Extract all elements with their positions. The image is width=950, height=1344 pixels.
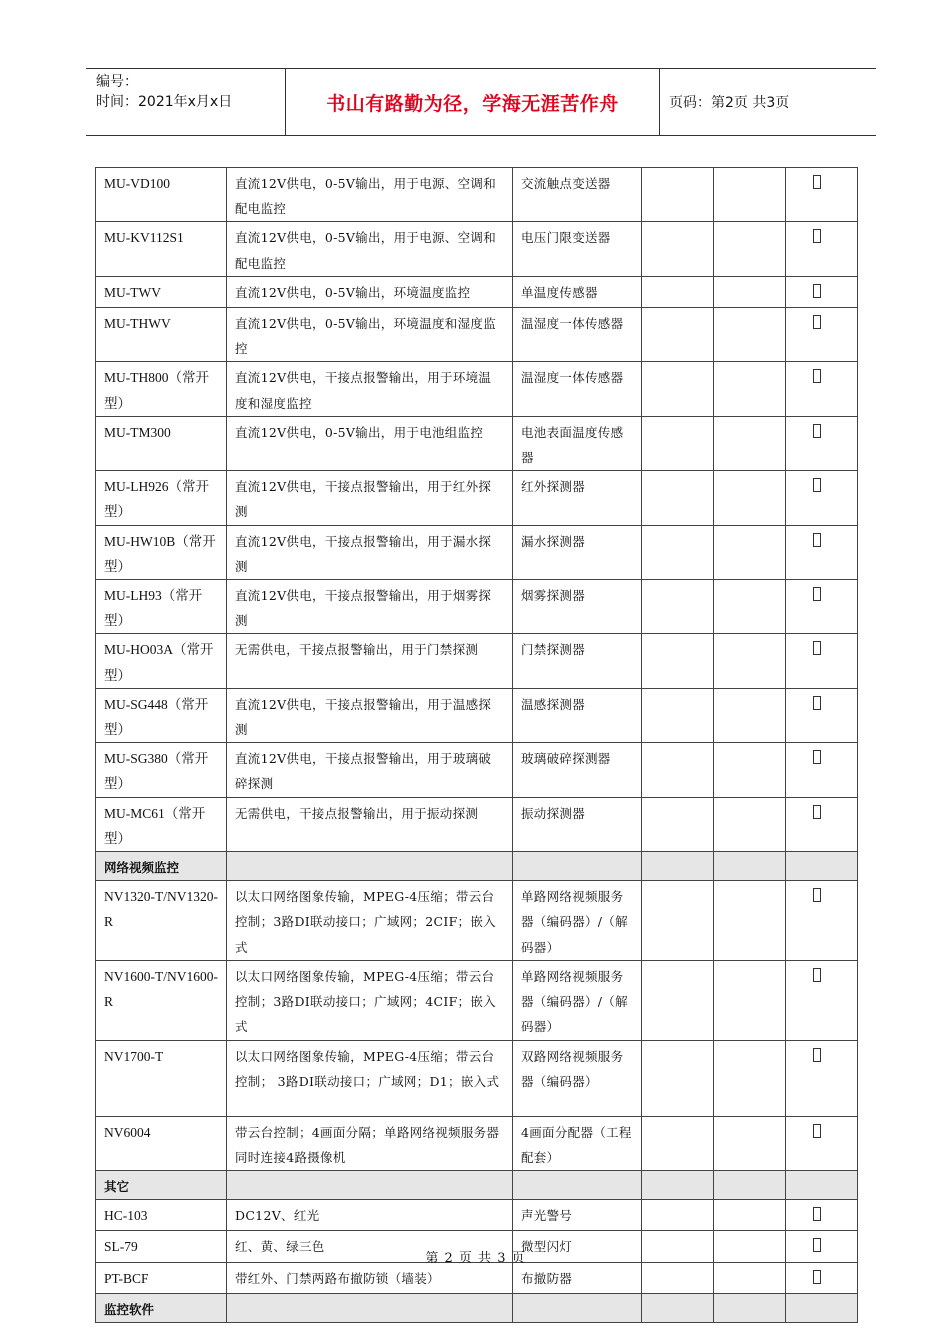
description-cell: 直流12V供电，干接点报警输出，用于环境温度和湿度监控: [227, 362, 513, 416]
mark-cell: [786, 743, 858, 797]
section-title: 其它: [96, 1170, 227, 1199]
mark-cell: [786, 1200, 858, 1231]
checkbox-glyph-icon: [813, 1207, 821, 1221]
checkbox-glyph-icon: [813, 750, 821, 764]
empty-cell: [513, 852, 642, 881]
checkbox-glyph-icon: [813, 805, 821, 819]
checkbox-glyph-icon: [813, 968, 821, 982]
number-label: 编号：: [96, 74, 138, 90]
mark-cell: [786, 276, 858, 307]
description-cell: 红、黄、绿三色: [227, 1231, 513, 1262]
description-cell: 以太口网络图象传输，MPEG-4压缩；带云台控制； 3路DI联动接口；广域网；D1；嵌入式: [227, 1040, 513, 1116]
empty-cell: [714, 308, 786, 362]
name-cell: 电池表面温度传感器: [513, 416, 642, 470]
mark-cell: [786, 797, 858, 851]
product-table: [95, 167, 858, 1323]
name-cell: 漏水探测器: [513, 525, 642, 579]
empty-cell: [642, 1200, 714, 1231]
mark-cell: [786, 471, 858, 525]
empty-cell: [714, 852, 786, 881]
checkbox-glyph-icon: [813, 175, 821, 189]
name-cell: 红外探测器: [513, 471, 642, 525]
table-row: [96, 222, 858, 276]
empty-cell: [642, 580, 714, 634]
empty-cell: [513, 1293, 642, 1322]
name-cell: 门禁探测器: [513, 634, 642, 688]
empty-cell: [714, 797, 786, 851]
model-cell: MU-HO03A（常开型）: [96, 634, 227, 688]
empty-cell: [714, 525, 786, 579]
section-row: [96, 1170, 858, 1199]
model-cell: MU-TWV: [96, 276, 227, 307]
checkbox-glyph-icon: [813, 369, 821, 383]
header-meta: [86, 69, 286, 135]
mark-cell: [786, 580, 858, 634]
empty-cell: [642, 471, 714, 525]
checkbox-glyph-icon: [813, 229, 821, 243]
empty-cell: [642, 276, 714, 307]
model-cell: HC-103: [96, 1200, 227, 1231]
table-row: [96, 168, 858, 222]
header-motto: 书山有路勤为径，学海无涯苦作舟: [286, 69, 660, 135]
table-row: [96, 634, 858, 688]
mark-cell: [786, 525, 858, 579]
description-cell: 直流12V供电，干接点报警输出，用于红外探测: [227, 471, 513, 525]
description-cell: 以太口网络图象传输，MPEG-4压缩；带云台控制；3路DI联动接口；广域网；2CIF；嵌入式: [227, 881, 513, 961]
table-row: [96, 1040, 858, 1116]
name-cell: 微型闪灯: [513, 1231, 642, 1262]
description-cell: 直流12V供电，干接点报警输出，用于玻璃破碎探测: [227, 743, 513, 797]
empty-cell: [714, 1170, 786, 1199]
empty-cell: [642, 881, 714, 961]
empty-cell: [227, 1293, 513, 1322]
empty-cell: [714, 276, 786, 307]
table-row: [96, 525, 858, 579]
checkbox-glyph-icon: [813, 1124, 821, 1138]
model-cell: MU-THWV: [96, 308, 227, 362]
model-cell: MU-LH926（常开型）: [96, 471, 227, 525]
model-cell: MU-VD100: [96, 168, 227, 222]
checkbox-glyph-icon: [813, 888, 821, 902]
model-cell: NV1600-T/NV1600-R: [96, 960, 227, 1040]
model-cell: PT-BCF: [96, 1262, 227, 1293]
empty-cell: [642, 168, 714, 222]
table-row: [96, 580, 858, 634]
checkbox-glyph-icon: [813, 641, 821, 655]
empty-cell: [642, 222, 714, 276]
table-row: [96, 743, 858, 797]
empty-cell: [714, 1116, 786, 1170]
section-row: [96, 852, 858, 881]
section-title: 监控软件: [96, 1293, 227, 1322]
empty-cell: [714, 222, 786, 276]
checkbox-glyph-icon: [813, 587, 821, 601]
checkbox-glyph-icon: [813, 1048, 821, 1062]
description-cell: 直流12V供电，干接点报警输出，用于温感探测: [227, 688, 513, 742]
table-row: [96, 416, 858, 470]
name-cell: 交流触点变送器: [513, 168, 642, 222]
model-cell: MU-TH800（常开型）: [96, 362, 227, 416]
table-row: [96, 688, 858, 742]
mark-cell: [786, 416, 858, 470]
name-cell: 单温度传感器: [513, 276, 642, 307]
mark-cell: [786, 362, 858, 416]
empty-cell: [714, 1200, 786, 1231]
empty-cell: [642, 960, 714, 1040]
mark-cell: [786, 960, 858, 1040]
model-cell: NV1700-T: [96, 1040, 227, 1116]
table-row: [96, 881, 858, 961]
model-cell: NV6004: [96, 1116, 227, 1170]
empty-cell: [714, 1293, 786, 1322]
description-cell: 直流12V供电，0-5V输出，用于电源、空调和配电监控: [227, 168, 513, 222]
table-row: [96, 308, 858, 362]
empty-cell: [642, 1293, 714, 1322]
name-cell: 单路网络视频服务器（编码器）/（解码器）: [513, 960, 642, 1040]
mark-cell: [786, 634, 858, 688]
name-cell: 双路网络视频服务器（编码器）: [513, 1040, 642, 1116]
name-cell: 温感探测器: [513, 688, 642, 742]
empty-cell: [642, 308, 714, 362]
header-page-label: 页码：第2页 共3页: [669, 95, 790, 111]
model-cell: NV1320-T/NV1320-R: [96, 881, 227, 961]
model-cell: MU-TM300: [96, 416, 227, 470]
table-row: [96, 960, 858, 1040]
table-row: [96, 471, 858, 525]
model-cell: MU-KV112S1: [96, 222, 227, 276]
checkbox-glyph-icon: [813, 696, 821, 710]
model-cell: SL-79: [96, 1231, 227, 1262]
name-cell: 声光警号: [513, 1200, 642, 1231]
empty-cell: [642, 525, 714, 579]
page-footer: 第 2 页 共 3 页: [425, 1251, 525, 1266]
mark-cell: [786, 688, 858, 742]
empty-cell: [642, 1262, 714, 1293]
mark-cell: [786, 1262, 858, 1293]
empty-cell: [714, 881, 786, 961]
description-cell: 无需供电，干接点报警输出，用于振动探测: [227, 797, 513, 851]
checkbox-glyph-icon: [813, 284, 821, 298]
model-cell: MU-LH93（常开型）: [96, 580, 227, 634]
empty-cell: [642, 797, 714, 851]
model-cell: MU-MC61（常开型）: [96, 797, 227, 851]
model-cell: MU-HW10B（常开型）: [96, 525, 227, 579]
mark-cell: [786, 168, 858, 222]
empty-cell: [714, 1040, 786, 1116]
empty-cell: [714, 580, 786, 634]
empty-cell: [642, 688, 714, 742]
name-cell: 温湿度一体传感器: [513, 308, 642, 362]
empty-cell: [642, 1040, 714, 1116]
description-cell: 直流12V供电，0-5V输出，环境温度监控: [227, 276, 513, 307]
empty-cell: [786, 852, 858, 881]
empty-cell: [786, 1293, 858, 1322]
name-cell: 振动探测器: [513, 797, 642, 851]
empty-cell: [642, 362, 714, 416]
checkbox-glyph-icon: [813, 424, 821, 438]
empty-cell: [227, 1170, 513, 1199]
empty-cell: [642, 1116, 714, 1170]
checkbox-glyph-icon: [813, 315, 821, 329]
checkbox-glyph-icon: [813, 1270, 821, 1284]
empty-cell: [714, 688, 786, 742]
table-row: [96, 362, 858, 416]
table-row: [96, 1200, 858, 1231]
empty-cell: [714, 362, 786, 416]
empty-cell: [642, 852, 714, 881]
time-label: 时间：2021年x月x日: [96, 94, 233, 110]
description-cell: DC12V、红光: [227, 1200, 513, 1231]
description-cell: 带红外、门禁两路布撤防锁（墙装）: [227, 1262, 513, 1293]
section-title: 网络视频监控: [96, 852, 227, 881]
mark-cell: [786, 881, 858, 961]
description-cell: 直流12V供电，干接点报警输出，用于烟雾探测: [227, 580, 513, 634]
section-row: [96, 1293, 858, 1322]
empty-cell: [227, 852, 513, 881]
description-cell: 直流12V供电，干接点报警输出，用于漏水探测: [227, 525, 513, 579]
empty-cell: [714, 743, 786, 797]
empty-cell: [714, 168, 786, 222]
empty-cell: [714, 634, 786, 688]
mark-cell: [786, 1116, 858, 1170]
description-cell: 无需供电，干接点报警输出，用于门禁探测: [227, 634, 513, 688]
name-cell: 布撤防器: [513, 1262, 642, 1293]
mark-cell: [786, 1040, 858, 1116]
mark-cell: [786, 222, 858, 276]
table-row: [96, 276, 858, 307]
empty-cell: [714, 960, 786, 1040]
empty-cell: [642, 1170, 714, 1199]
model-cell: MU-SG380（常开型）: [96, 743, 227, 797]
empty-cell: [714, 471, 786, 525]
name-cell: 4画面分配器（工程配套）: [513, 1116, 642, 1170]
name-cell: 电压门限变送器: [513, 222, 642, 276]
empty-cell: [714, 416, 786, 470]
page-header: [86, 68, 876, 136]
checkbox-glyph-icon: [813, 533, 821, 547]
name-cell: 温湿度一体传感器: [513, 362, 642, 416]
empty-cell: [642, 634, 714, 688]
name-cell: 玻璃破碎探测器: [513, 743, 642, 797]
description-cell: 直流12V供电，0-5V输出，用于电源、空调和配电监控: [227, 222, 513, 276]
name-cell: 单路网络视频服务器（编码器）/（解码器）: [513, 881, 642, 961]
empty-cell: [714, 1262, 786, 1293]
empty-cell: [642, 743, 714, 797]
model-cell: MU-SG448（常开型）: [96, 688, 227, 742]
checkbox-glyph-icon: [813, 478, 821, 492]
description-cell: 直流12V供电，0-5V输出，用于电池组监控: [227, 416, 513, 470]
description-cell: 以太口网络图象传输，MPEG-4压缩；带云台控制；3路DI联动接口；广域网；4CIF；嵌入式: [227, 960, 513, 1040]
name-cell: 烟雾探测器: [513, 580, 642, 634]
empty-cell: [513, 1170, 642, 1199]
description-cell: 带云台控制；4画面分隔；单路网络视频服务器同时连接4路摄像机: [227, 1116, 513, 1170]
table-row: [96, 1116, 858, 1170]
mark-cell: [786, 308, 858, 362]
empty-cell: [786, 1170, 858, 1199]
table-row: [96, 797, 858, 851]
empty-cell: [642, 416, 714, 470]
table-row: [96, 1262, 858, 1293]
description-cell: 直流12V供电，0-5V输出，环境温度和湿度监控: [227, 308, 513, 362]
